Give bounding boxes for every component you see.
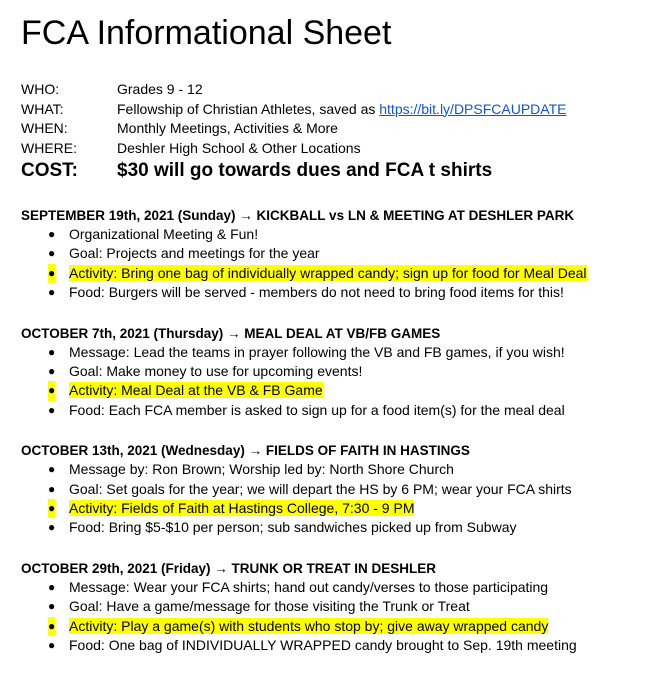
info-key: WHAT:	[21, 100, 64, 117]
bullet-icon: ●	[48, 364, 56, 379]
item-text: Message: Lead the teams in prayer following the VB and FB games, if you wish!	[69, 343, 565, 360]
list-item	[21, 480, 641, 499]
event-items	[21, 225, 641, 303]
list-item	[21, 264, 641, 283]
item-text: Goal: Set goals for the year; we will depart the HS by 6 PM; wear your FCA shirts	[69, 480, 572, 497]
bullet-icon: ●	[48, 246, 56, 261]
info-row-when	[21, 119, 566, 139]
page-title: FCA Informational Sheet	[21, 14, 392, 52]
info-value-text: Fellowship of Christian Athletes, saved as	[117, 100, 380, 117]
bullet-icon: ●	[48, 264, 55, 283]
item-text: Food: One bag of INDIVIDUALLY WRAPPED candy brought to Sep. 19th meeting	[69, 637, 577, 654]
bullet-icon: ●	[48, 381, 55, 400]
list-item	[21, 381, 641, 400]
item-text: Message by: Ron Brown; Worship led by: North Shore Church	[69, 461, 454, 478]
list-item	[21, 578, 641, 597]
bullet-icon: ●	[48, 344, 56, 359]
info-value	[117, 100, 566, 120]
item-text-highlighted: Activity: Play a game(s) with students who stop by; give away wrapped candy	[69, 617, 549, 634]
bullet-icon: ●	[48, 462, 56, 477]
bullet-icon: ●	[48, 285, 56, 300]
update-link[interactable]: https://bit.ly/DPSFCAUPDATE	[379, 100, 567, 117]
bullet-icon: ●	[48, 638, 56, 653]
item-text: Food: Burgers will be served - members do not need to bring food items for this!	[69, 284, 564, 301]
bullet-icon: ●	[48, 481, 56, 496]
bullet-icon: ●	[48, 499, 55, 518]
info-value: Grades 9 - 12	[117, 81, 203, 97]
info-key: WHEN:	[21, 120, 68, 136]
item-text: Goal: Make money to use for upcoming events!	[69, 363, 363, 380]
item-text-highlighted: Activity: Fields of Faith at Hastings College, 7:30 - 9 PM	[69, 500, 415, 517]
item-text-highlighted: Activity: Meal Deal at the VB & FB Game	[69, 382, 323, 399]
list-item	[21, 617, 641, 636]
item-text-highlighted: Activity: Bring one bag of individually wrapped candy; sign up for food for Meal Deal	[69, 264, 587, 281]
events-list	[21, 206, 641, 677]
item-text: Message: Wear your FCA shirts; hand out candy/verses to those participating	[69, 578, 549, 595]
info-value: Monthly Meetings, Activities & More	[117, 120, 338, 136]
event-heading: OCTOBER 13th, 2021 (Wednesday) → FIELDS OF FAITH IN HASTINGS	[21, 443, 470, 459]
list-item	[21, 343, 641, 362]
event-heading: OCTOBER 29th, 2021 (Friday) → TRUNK OR TREAT IN DESHLER	[21, 560, 437, 576]
list-item	[21, 283, 641, 302]
list-item	[21, 518, 641, 537]
list-item	[21, 362, 641, 381]
event-october-13	[21, 441, 641, 538]
event-items	[21, 460, 641, 538]
event-september-19	[21, 206, 641, 303]
cost-row	[21, 161, 566, 181]
bullet-icon: ●	[48, 599, 56, 614]
bullet-icon: ●	[48, 579, 56, 594]
list-item	[21, 244, 641, 263]
info-row-what	[21, 100, 566, 120]
event-october-7	[21, 324, 641, 421]
bullet-icon: ●	[48, 520, 56, 535]
list-item	[21, 401, 641, 420]
item-text: Goal: Projects and meetings for the year	[69, 245, 320, 262]
item-text: Food: Bring $5-$10 per person; sub sandwiches picked up from Subway	[69, 519, 517, 536]
cost-key: COST:	[21, 160, 78, 181]
bullet-icon: ●	[48, 227, 56, 241]
event-items	[21, 343, 641, 421]
info-row-where	[21, 139, 566, 159]
info-value: Deshler High School & Other Locations	[117, 139, 361, 156]
list-item	[21, 636, 641, 655]
event-heading: OCTOBER 7th, 2021 (Thursday) → MEAL DEAL AT VB/FB GAMES	[21, 325, 441, 341]
event-heading: SEPTEMBER 19th, 2021 (Sunday) → KICKBALL vs LN & MEETING AT DESHLER PARK	[21, 208, 575, 223]
bullet-icon: ●	[48, 402, 56, 417]
bullet-icon: ●	[48, 617, 55, 636]
event-items	[21, 578, 641, 656]
list-item	[21, 499, 641, 518]
info-block	[21, 80, 566, 181]
event-october-29	[21, 559, 641, 656]
list-item	[21, 460, 641, 479]
info-key: WHO:	[21, 81, 60, 97]
item-text: Food: Each FCA member is asked to sign up for a food item(s) for the meal deal	[69, 401, 565, 418]
info-key: WHERE:	[21, 139, 77, 156]
list-item	[21, 225, 641, 244]
cost-value: $30 will go towards dues and FCA t shirts	[117, 160, 493, 181]
info-row-who	[21, 80, 566, 100]
list-item	[21, 597, 641, 616]
item-text: Organizational Meeting & Fun!	[69, 226, 259, 242]
item-text: Goal: Have a game/message for those visiting the Trunk or Treat	[69, 598, 470, 615]
